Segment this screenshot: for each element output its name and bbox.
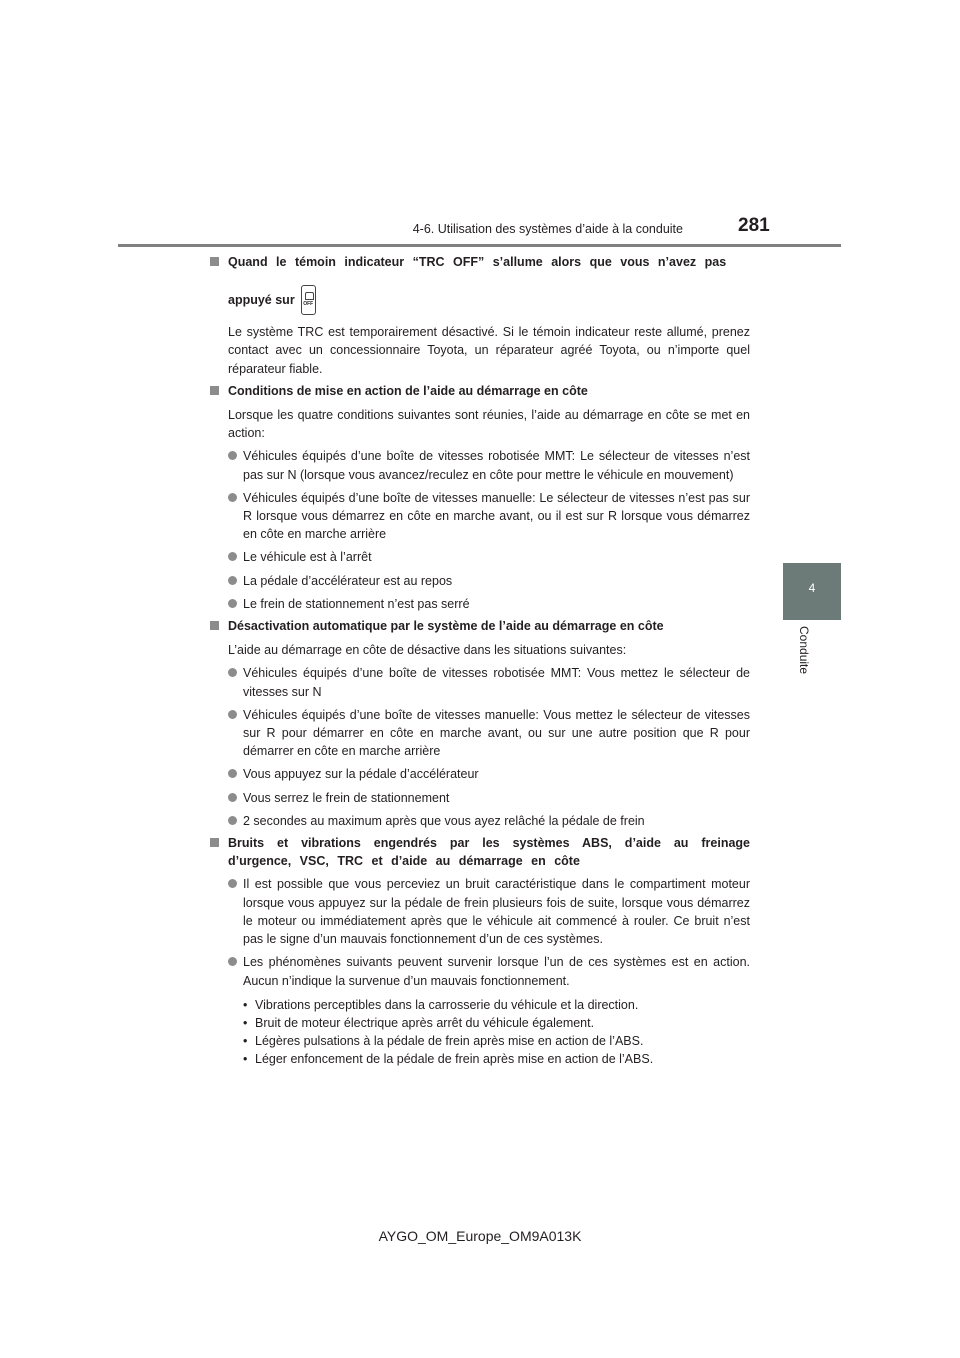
list-item-text: Les phénomènes suivants peuvent survenir lorsque l’un de ces systèmes est en action. Aucun n’indique la survenue d’un mauvais fonctionnement.	[243, 955, 750, 988]
round-bullet-icon	[228, 710, 237, 719]
sub-list-item: • Léger enfoncement de la pédale de frein après mise en action de l’ABS.	[243, 1052, 654, 1067]
section-hill-start-deactivation	[210, 617, 750, 830]
round-bullet-icon	[228, 769, 237, 778]
section-body: Lorsque les quatre conditions suivantes sont réunies, l’aide au démarrage en côte se met en action:	[228, 408, 750, 441]
trc-off-switch-icon	[301, 285, 316, 315]
section-body: L’aide au démarrage en côte de désactive dans les situations suivantes:	[228, 643, 627, 658]
section-trc-off	[210, 253, 750, 378]
list-item-text: Véhicules équipés d’une boîte de vitesses robotisée MMT: Vous mettez le sélecteur de vitesses sur N	[243, 666, 750, 699]
sub-list-item-text: Léger enfoncement de la pédale de frein après mise en action de l’ABS.	[255, 1052, 654, 1067]
list-item	[228, 875, 750, 948]
document-code: AYGO_OM_Europe_OM9A013K	[378, 1228, 582, 1244]
off-label: OFF	[303, 301, 314, 308]
round-bullet-icon	[228, 576, 237, 585]
list-item	[228, 953, 750, 989]
list-item	[228, 812, 750, 830]
sub-list-item: • Légères pulsations à la pédale de frein après mise en action de l’ABS.	[243, 1034, 644, 1049]
square-bullet-icon	[210, 621, 219, 630]
list-item	[228, 447, 750, 483]
list-item-text: Véhicules équipés d’une boîte de vitesses manuelle: Vous mettez le sélecteur de vitesses sur R pour démarrer en côte en marche avant, ou sur une autre position que R pour démarrer en côte en marche arrière	[243, 707, 750, 759]
square-bullet-icon	[210, 838, 219, 847]
section-heading-tail: appuyé sur	[228, 293, 295, 308]
page-number: 281	[738, 215, 770, 236]
sub-list-item-text: Bruit de moteur électrique après arrêt du véhicule également.	[255, 1015, 595, 1030]
chapter-label: Conduite	[797, 626, 811, 675]
list-item	[228, 489, 750, 544]
list-item-text: Véhicules équipés d’une boîte de vitesses manuelle: Le sélecteur de vitesses n’est pas sur R lorsque vous démarrez en côte en marche avant, ou il est sur R lorsque vous démarrez en côte en marche arrière	[243, 490, 750, 542]
round-bullet-icon	[228, 879, 237, 888]
round-bullet-icon	[228, 451, 237, 460]
list-item	[228, 572, 750, 590]
header-divider	[118, 244, 841, 247]
square-bullet-icon	[210, 386, 219, 395]
list-item-text: Vous appuyez sur la pédale d’accélérateur	[243, 767, 479, 782]
list-item	[228, 706, 750, 761]
round-bullet-icon	[228, 599, 237, 608]
list-item-text: Le véhicule est à l’arrêt	[243, 550, 372, 565]
round-bullet-icon	[228, 668, 237, 677]
list-item	[228, 595, 750, 613]
round-bullet-icon	[228, 552, 237, 561]
round-bullet-icon	[228, 957, 237, 966]
page-content	[210, 253, 750, 1073]
list-item-text: La pédale d’accélérateur est au repos	[243, 573, 453, 588]
section-hill-start-conditions	[210, 382, 750, 613]
sub-list	[228, 996, 750, 1069]
list-item-text: Le frein de stationnement n’est pas serré	[243, 596, 470, 611]
list-item	[228, 789, 750, 807]
round-bullet-icon	[228, 793, 237, 802]
header-section-title: 4-6. Utilisation des systèmes d’aide à la conduite	[412, 222, 683, 236]
list-item-text: Véhicules équipés d’une boîte de vitesses robotisée MMT: Le sélecteur de vitesses n’est pas sur N (lorsque vous avancez/reculez en côte pour mettre le véhicule en mouvement)	[243, 449, 750, 482]
chapter-tab: 4	[783, 563, 841, 620]
section-heading: Conditions de mise en action de l’aide au démarrage en côte	[228, 383, 588, 398]
list-item-text: Vous serrez le frein de stationnement	[243, 790, 450, 805]
section-heading: Bruits et vibrations engendrés par les systèmes ABS, d’aide au freinage d’urgence, VSC, TRC et d’aide au démarrage en côte	[228, 836, 750, 869]
section-body: Le système TRC est temporairement désactivé. Si le témoin indicateur reste allumé, prenez contact avec un concessionnaire Toyota, un réparateur agréé Toyota, ou n’importe quel réparateur fiable.	[228, 325, 750, 376]
section-heading: Désactivation automatique par le système de l’aide au démarrage en côte	[228, 619, 664, 634]
round-bullet-icon	[228, 493, 237, 502]
round-bullet-icon	[228, 816, 237, 825]
section-heading-continued	[228, 283, 750, 317]
list-item	[228, 765, 750, 783]
section-heading: Quand le témoin indicateur “TRC OFF” s’allume alors que vous n’avez pas	[228, 255, 727, 269]
sub-list-item-text: Légères pulsations à la pédale de frein après mise en action de l’ABS.	[255, 1034, 644, 1049]
sub-list-item: • Vibrations perceptibles dans la carrosserie du véhicule et la direction.	[243, 997, 639, 1012]
list-item-text: 2 secondes au maximum après que vous ayez relâché la pédale de frein	[243, 813, 645, 828]
sub-list-item: • Bruit de moteur électrique après arrêt du véhicule également.	[243, 1015, 595, 1030]
list-item-text: Il est possible que vous perceviez un bruit caractéristique dans le compartiment moteur lorsque vous appuyez sur la pédale de frein plusieurs fois de suite, lorsque vous démarrez le moteur ou immédiatement après que le véhicule ait commencé à rouler. Ce bruit n’est pas le signe d’un mauvais fonctionnement d’un de ces systèmes.	[243, 877, 750, 947]
list-item	[228, 664, 750, 700]
sub-list-item-text: Vibrations perceptibles dans la carrosserie du véhicule et la direction.	[255, 997, 639, 1012]
section-noise-vibrations	[210, 834, 750, 1068]
list-item	[228, 548, 750, 566]
square-bullet-icon	[210, 257, 219, 266]
car-icon	[305, 292, 314, 300]
